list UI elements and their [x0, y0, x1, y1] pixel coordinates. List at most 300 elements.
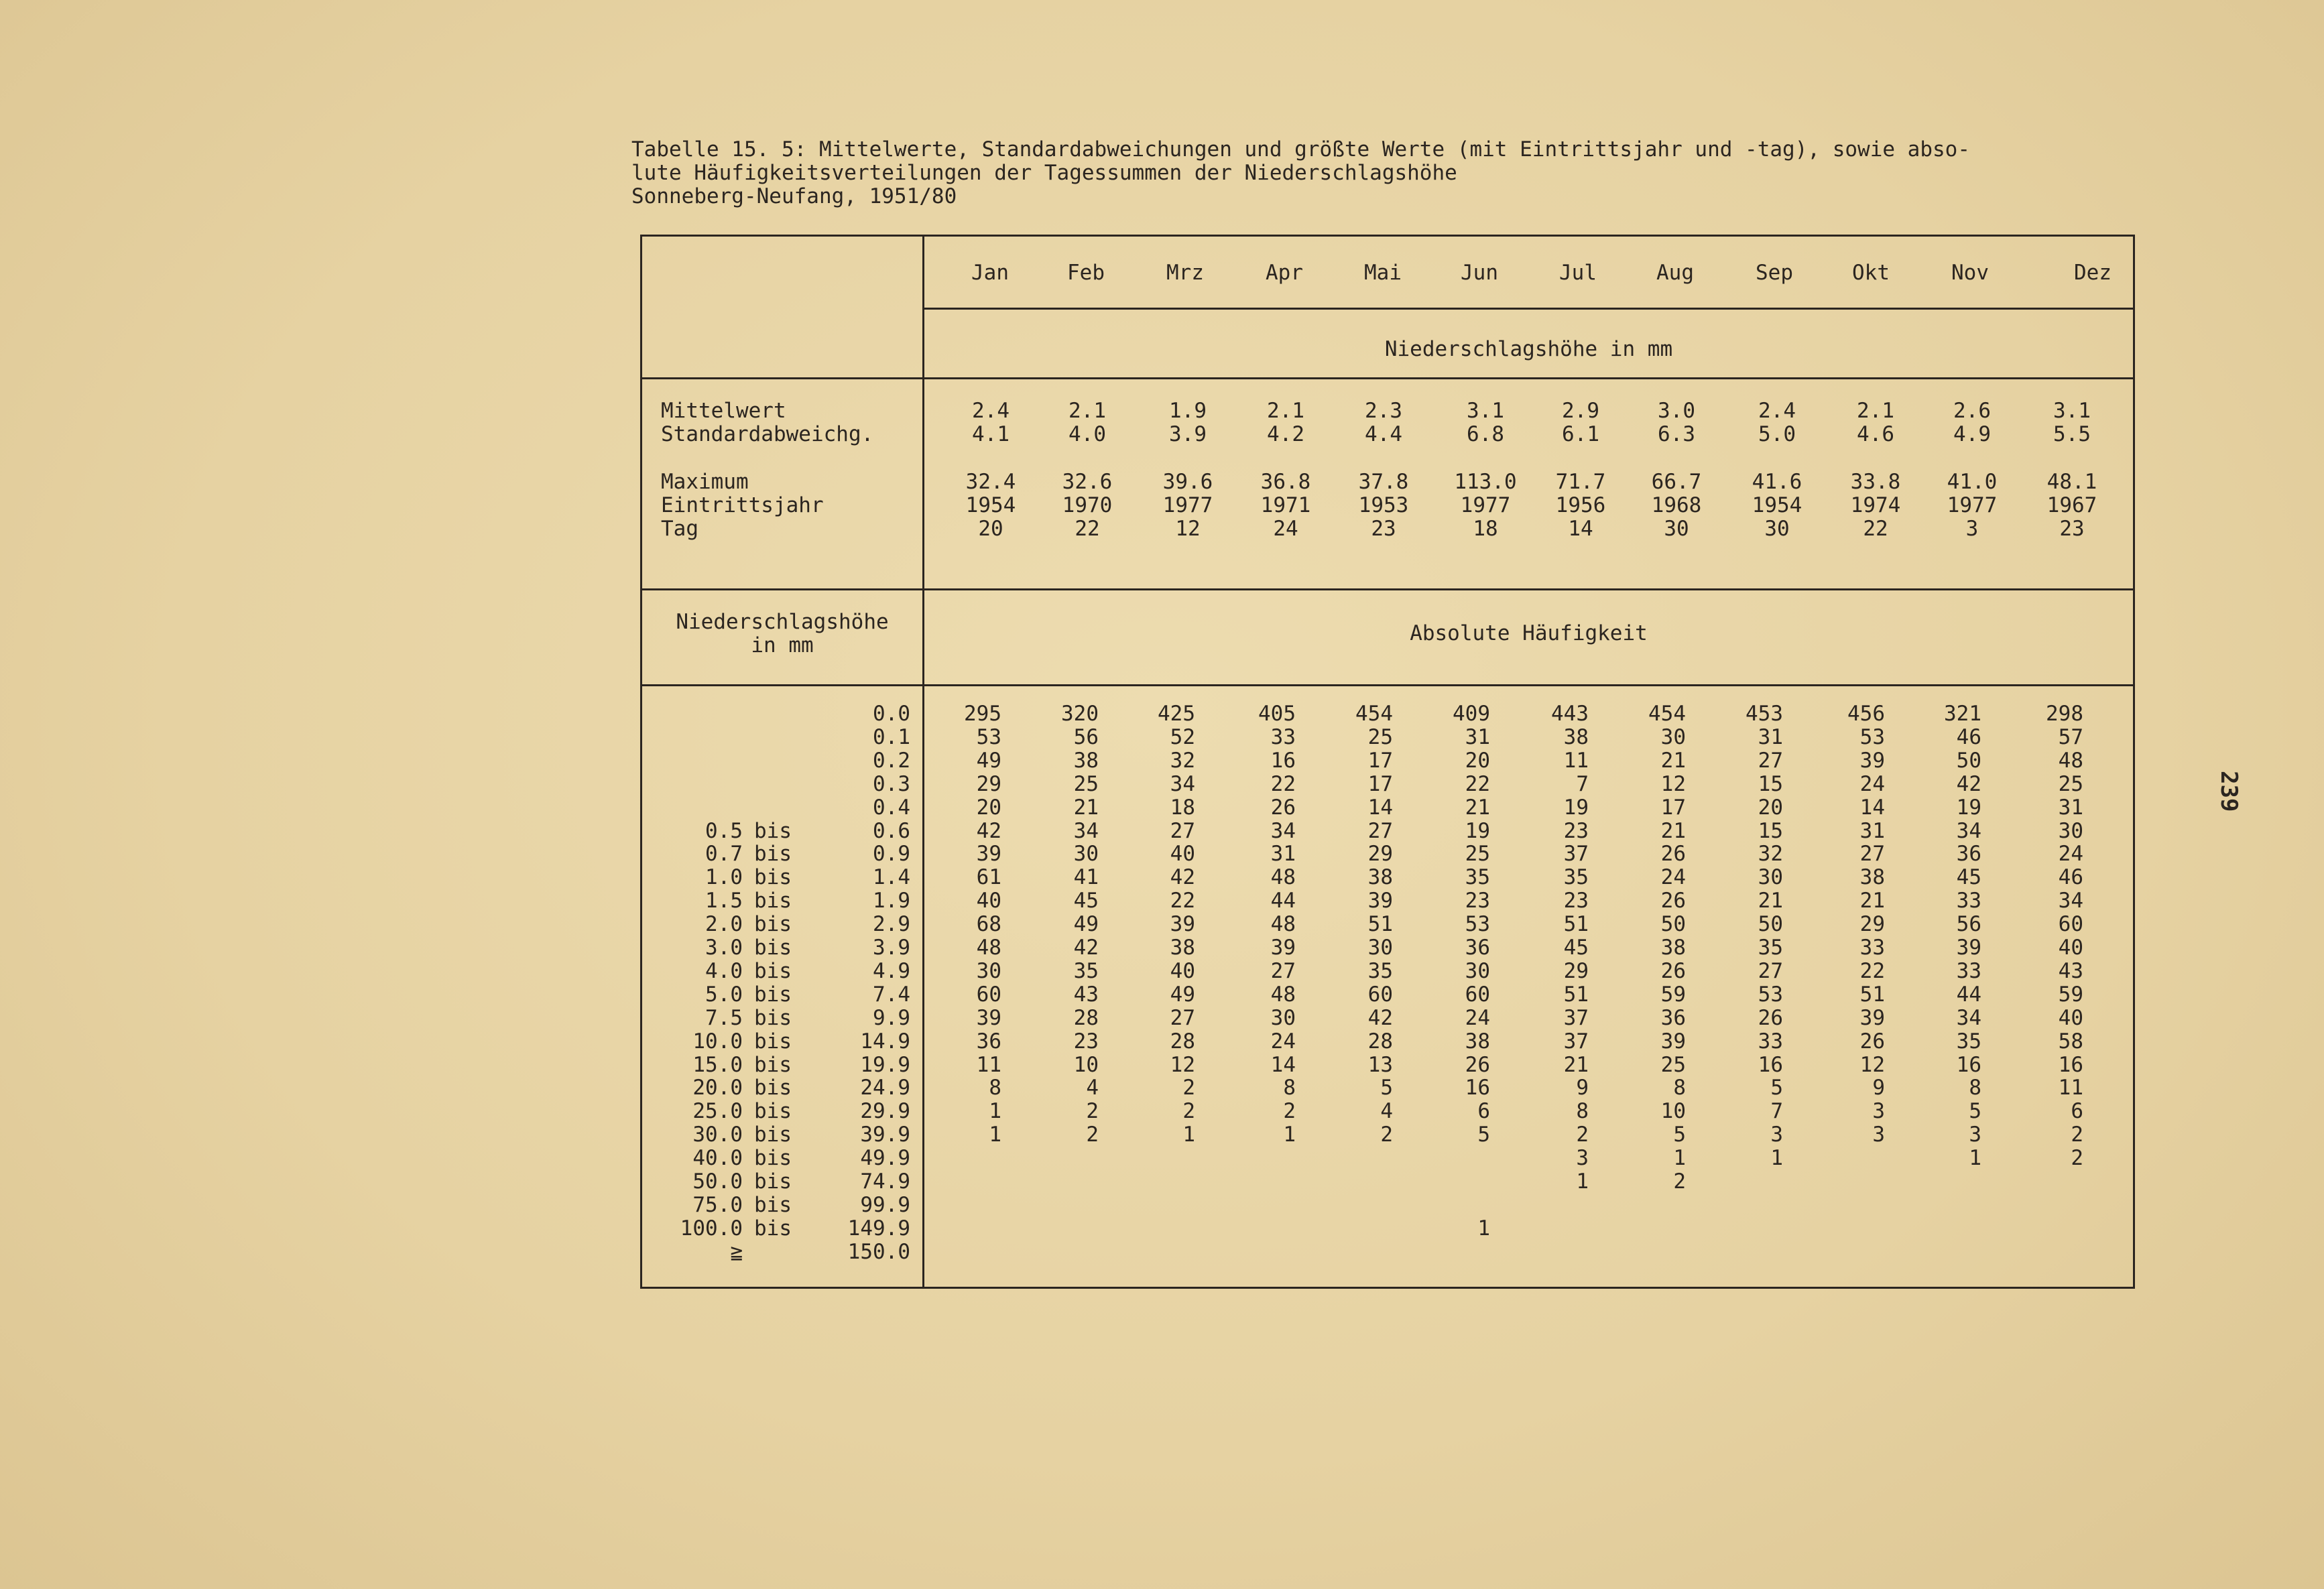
- freq-cell-dez: 6: [2071, 1099, 2083, 1123]
- stat-tag-dez: 23: [2059, 517, 2085, 541]
- stat-tag-feb: 22: [1075, 517, 1100, 541]
- freq-cell-jun: 31: [1465, 725, 1490, 749]
- freq-cell-aug: 24: [1660, 865, 1686, 889]
- stat-maximum-feb: 32.6: [1062, 470, 1113, 494]
- class-to: 0.1: [873, 725, 910, 749]
- freq-cell-feb: 25: [1073, 772, 1099, 796]
- freq-cell-dez: 34: [2058, 889, 2083, 913]
- freq-cell-jan: 8: [989, 1076, 1001, 1100]
- freq-cell-aug: 12: [1660, 772, 1686, 796]
- stat-maximum-jul: 71.7: [1555, 470, 1606, 494]
- freq-cell-jul: 23: [1563, 819, 1589, 843]
- freq-cell-nov: 321: [1944, 702, 1981, 726]
- freq-cell-feb: 34: [1073, 819, 1099, 843]
- class-to: 1.4: [873, 865, 910, 889]
- freq-cell-jun: 19: [1465, 819, 1490, 843]
- freq-cell-aug: 30: [1660, 725, 1686, 749]
- stat-eintrittsjahr-sep: 1954: [1752, 493, 1802, 517]
- freq-cell-okt: 3: [1872, 1099, 1885, 1123]
- stat-tag-jul: 14: [1568, 517, 1593, 541]
- freq-cell-jun: 25: [1465, 842, 1490, 866]
- freq-cell-jun: 22: [1465, 772, 1490, 796]
- freq-cell-jan: 68: [976, 912, 1001, 936]
- freq-cell-apr: 1: [1283, 1123, 1296, 1147]
- freq-cell-sep: 16: [1758, 1053, 1783, 1077]
- class-to: 74.9: [860, 1169, 910, 1194]
- freq-cell-feb: 21: [1073, 796, 1099, 820]
- stat-maximum-jun: 113.0: [1454, 470, 1517, 494]
- freq-cell-nov: 46: [1956, 725, 1981, 749]
- freq-cell-jan: 29: [976, 772, 1001, 796]
- freq-cell-aug: 26: [1660, 959, 1686, 983]
- freq-cell-feb: 43: [1073, 982, 1099, 1007]
- class-from: 20.0: [692, 1076, 743, 1100]
- freq-cell-feb: 4: [1086, 1076, 1099, 1100]
- freq-cell-sep: 30: [1758, 865, 1783, 889]
- stat-eintrittsjahr-mai: 1953: [1358, 493, 1409, 517]
- month-header-jan: Jan: [971, 261, 1009, 285]
- freq-cell-apr: 44: [1270, 889, 1296, 913]
- freq-cell-okt: 26: [1859, 1029, 1885, 1054]
- month-header-aug: Aug: [1656, 261, 1694, 285]
- freq-cell-jan: 49: [976, 749, 1001, 773]
- stat-eintrittsjahr-jun: 1977: [1460, 493, 1511, 517]
- freq-cell-dez: 2: [2071, 1123, 2083, 1147]
- freq-cell-apr: 14: [1270, 1053, 1296, 1077]
- freq-cell-jan: 1: [989, 1123, 1001, 1147]
- freq-cell-dez: 58: [2058, 1029, 2083, 1054]
- freq-cell-mrz: 39: [1170, 912, 1195, 936]
- freq-cell-okt: 31: [1859, 819, 1885, 843]
- freq-cell-mrz: 27: [1170, 819, 1195, 843]
- freq-cell-jul: 8: [1576, 1099, 1589, 1123]
- month-header-jul: Jul: [1559, 261, 1597, 285]
- stat-tag-nov: 3: [1965, 517, 1979, 541]
- class-from: 100.0: [680, 1216, 743, 1241]
- freq-cell-nov: 19: [1956, 796, 1981, 820]
- freq-cell-aug: 21: [1660, 749, 1686, 773]
- freq-cell-dez: 298: [2046, 702, 2083, 726]
- freq-cell-nov: 1: [1969, 1146, 1981, 1170]
- freq-cell-jun: 36: [1465, 936, 1490, 960]
- stat-standardabweichung-dez: 5.5: [2053, 422, 2091, 446]
- freq-cell-sep: 33: [1758, 1029, 1783, 1054]
- freq-cell-jul: 7: [1576, 772, 1589, 796]
- class-bis: bis: [754, 1029, 792, 1054]
- freq-cell-jul: 51: [1563, 982, 1589, 1007]
- freq-cell-aug: 1: [1673, 1146, 1686, 1170]
- freq-cell-nov: 35: [1956, 1029, 1981, 1054]
- freq-cell-dez: 48: [2058, 749, 2083, 773]
- freq-cell-nov: 3: [1969, 1123, 1981, 1147]
- class-to: 0.3: [873, 772, 910, 796]
- stat-standardabweichung-nov: 4.9: [1953, 422, 1991, 446]
- freq-cell-okt: 21: [1859, 889, 1885, 913]
- freq-cell-jun: 5: [1477, 1123, 1490, 1147]
- freq-cell-mai: 28: [1367, 1029, 1393, 1054]
- class-bis: bis: [754, 982, 792, 1007]
- stat-maximum-aug: 66.7: [1651, 470, 1702, 494]
- freq-cell-aug: 26: [1660, 842, 1686, 866]
- freq-cell-jul: 2: [1576, 1123, 1589, 1147]
- freq-cell-apr: 405: [1258, 702, 1296, 726]
- class-bis: bis: [754, 1053, 792, 1077]
- stat-maximum-okt: 33.8: [1850, 470, 1901, 494]
- stat-standardabweichung-jan: 4.1: [972, 422, 1010, 446]
- stat-tag-mrz: 12: [1175, 517, 1201, 541]
- freq-cell-aug: 50: [1660, 912, 1686, 936]
- class-from: 1.0: [705, 865, 743, 889]
- precipitation-table: [640, 235, 2135, 1289]
- class-bis: bis: [754, 1123, 792, 1147]
- class-from: 1.5: [705, 889, 743, 913]
- freq-cell-mrz: 2: [1182, 1099, 1195, 1123]
- stat-standardabweichung-okt: 4.6: [1857, 422, 1894, 446]
- freq-cell-dez: 16: [2058, 1053, 2083, 1077]
- month-header-mai: Mai: [1364, 261, 1402, 285]
- freq-cell-mai: 5: [1380, 1076, 1393, 1100]
- label-maximum: Maximum: [661, 470, 749, 494]
- freq-cell-dez: 46: [2058, 865, 2083, 889]
- freq-cell-aug: 17: [1660, 796, 1686, 820]
- stat-eintrittsjahr-jul: 1956: [1555, 493, 1606, 517]
- freq-cell-okt: 29: [1859, 912, 1885, 936]
- freq-cell-mrz: 22: [1170, 889, 1195, 913]
- freq-cell-jan: 48: [976, 936, 1001, 960]
- freq-cell-apr: 26: [1270, 796, 1296, 820]
- stat-maximum-apr: 36.8: [1260, 470, 1311, 494]
- freq-cell-dez: 60: [2058, 912, 2083, 936]
- stat-mittelwert-nov: 2.6: [1953, 399, 1991, 423]
- month-header-apr: Apr: [1266, 261, 1303, 285]
- freq-cell-sep: 5: [1770, 1076, 1783, 1100]
- month-header-sep: Sep: [1756, 261, 1793, 285]
- stat-tag-sep: 30: [1764, 517, 1790, 541]
- class-from: 75.0: [692, 1193, 743, 1217]
- freq-cell-jan: 60: [976, 982, 1001, 1007]
- freq-cell-okt: 51: [1859, 982, 1885, 1007]
- stat-tag-apr: 24: [1273, 517, 1298, 541]
- freq-cell-apr: 39: [1270, 936, 1296, 960]
- class-bis: bis: [754, 959, 792, 983]
- stat-mittelwert-sep: 2.4: [1758, 399, 1796, 423]
- freq-header-left-line-1: Niederschlagshöhe: [676, 610, 889, 634]
- class-to: 29.9: [860, 1099, 910, 1123]
- stat-mittelwert-jan: 2.4: [972, 399, 1010, 423]
- freq-cell-nov: 56: [1956, 912, 1981, 936]
- stat-standardabweichung-apr: 4.2: [1267, 422, 1304, 446]
- month-header-nov: Nov: [1951, 261, 1989, 285]
- freq-cell-mrz: 32: [1170, 749, 1195, 773]
- caption-line-1: Tabelle 15. 5: Mittelwerte, Standardabweichungen und größte Werte (mit Eintrittsjahr und -tag), sowie abso-: [631, 137, 1971, 162]
- freq-cell-nov: 34: [1956, 1006, 1981, 1030]
- freq-cell-feb: 10: [1073, 1053, 1099, 1077]
- freq-cell-jun: 38: [1465, 1029, 1490, 1054]
- freq-cell-sep: 7: [1770, 1099, 1783, 1123]
- freq-cell-nov: 36: [1956, 842, 1981, 866]
- class-from: 2.0: [705, 912, 743, 936]
- freq-cell-apr: 24: [1270, 1029, 1296, 1054]
- freq-cell-nov: 5: [1969, 1099, 1981, 1123]
- class-bis: bis: [754, 1006, 792, 1030]
- freq-cell-apr: 2: [1283, 1099, 1296, 1123]
- class-from: 40.0: [692, 1146, 743, 1170]
- freq-cell-jun: 409: [1453, 702, 1490, 726]
- freq-cell-sep: 32: [1758, 842, 1783, 866]
- stat-eintrittsjahr-mrz: 1977: [1162, 493, 1213, 517]
- freq-cell-jun: 6: [1477, 1099, 1490, 1123]
- freq-cell-mai: 39: [1367, 889, 1393, 913]
- caption-line-2: lute Häufigkeitsverteilungen der Tagessummen der Niederschlagshöhe: [631, 161, 1457, 185]
- freq-cell-dez: 57: [2058, 725, 2083, 749]
- freq-cell-jun: 24: [1465, 1006, 1490, 1030]
- stat-tag-okt: 22: [1863, 517, 1888, 541]
- freq-cell-apr: 8: [1283, 1076, 1296, 1100]
- freq-cell-jul: 37: [1563, 842, 1589, 866]
- freq-cell-sep: 31: [1758, 725, 1783, 749]
- stat-mittelwert-jun: 3.1: [1467, 399, 1504, 423]
- freq-cell-mrz: 12: [1170, 1053, 1195, 1077]
- class-bis: bis: [754, 819, 792, 843]
- freq-cell-sep: 35: [1758, 936, 1783, 960]
- freq-cell-jan: 40: [976, 889, 1001, 913]
- class-from: 15.0: [692, 1053, 743, 1077]
- freq-cell-apr: 30: [1270, 1006, 1296, 1030]
- freq-cell-apr: 16: [1270, 749, 1296, 773]
- table-caption: [631, 138, 1970, 208]
- stat-eintrittsjahr-okt: 1974: [1850, 493, 1901, 517]
- freq-cell-jun: 1: [1477, 1216, 1490, 1241]
- freq-cell-aug: 59: [1660, 982, 1686, 1007]
- freq-cell-aug: 5: [1673, 1123, 1686, 1147]
- freq-cell-mai: 17: [1367, 749, 1393, 773]
- stat-mittelwert-apr: 2.1: [1267, 399, 1304, 423]
- class-to: 14.9: [860, 1029, 910, 1054]
- freq-cell-jul: 37: [1563, 1029, 1589, 1054]
- freq-cell-jan: 20: [976, 796, 1001, 820]
- freq-cell-jul: 35: [1563, 865, 1589, 889]
- freq-cell-dez: 59: [2058, 982, 2083, 1007]
- freq-cell-mrz: 2: [1182, 1076, 1195, 1100]
- class-to: 149.9: [847, 1216, 910, 1241]
- stat-mittelwert-dez: 3.1: [2053, 399, 2091, 423]
- freq-cell-feb: 38: [1073, 749, 1099, 773]
- freq-cell-aug: 21: [1660, 819, 1686, 843]
- stat-tag-jun: 18: [1473, 517, 1498, 541]
- stat-mittelwert-jul: 2.9: [1562, 399, 1599, 423]
- stat-standardabweichung-feb: 4.0: [1068, 422, 1106, 446]
- stat-standardabweichung-mrz: 3.9: [1169, 422, 1207, 446]
- freq-cell-mai: 29: [1367, 842, 1393, 866]
- class-bis: bis: [754, 842, 792, 866]
- class-to: 24.9: [860, 1076, 910, 1100]
- freq-cell-feb: 42: [1073, 936, 1099, 960]
- freq-cell-aug: 36: [1660, 1006, 1686, 1030]
- freq-cell-mai: 17: [1367, 772, 1393, 796]
- freq-cell-nov: 8: [1969, 1076, 1981, 1100]
- freq-cell-jul: 51: [1563, 912, 1589, 936]
- freq-cell-mrz: 28: [1170, 1029, 1195, 1054]
- class-from: 5.0: [705, 982, 743, 1007]
- freq-cell-jun: 53: [1465, 912, 1490, 936]
- freq-cell-okt: 3: [1872, 1123, 1885, 1147]
- freq-cell-sep: 27: [1758, 749, 1783, 773]
- freq-cell-jul: 3: [1576, 1146, 1589, 1170]
- class-to: 150.0: [847, 1240, 910, 1264]
- freq-cell-mai: 38: [1367, 865, 1393, 889]
- freq-cell-feb: 49: [1073, 912, 1099, 936]
- freq-cell-jan: 61: [976, 865, 1001, 889]
- stat-eintrittsjahr-feb: 1970: [1062, 493, 1113, 517]
- freq-cell-aug: 38: [1660, 936, 1686, 960]
- freq-cell-apr: 48: [1270, 865, 1296, 889]
- freq-cell-feb: 2: [1086, 1099, 1099, 1123]
- freq-cell-dez: 40: [2058, 1006, 2083, 1030]
- freq-cell-okt: 27: [1859, 842, 1885, 866]
- freq-cell-jul: 38: [1563, 725, 1589, 749]
- stat-standardabweichung-sep: 5.0: [1758, 422, 1796, 446]
- freq-cell-dez: 2: [2071, 1146, 2083, 1170]
- class-from: ≧: [730, 1240, 743, 1264]
- freq-cell-sep: 27: [1758, 959, 1783, 983]
- stat-tag-aug: 30: [1664, 517, 1689, 541]
- freq-cell-jun: 26: [1465, 1053, 1490, 1077]
- class-to: 0.2: [873, 749, 910, 773]
- label-tag: Tag: [661, 517, 698, 541]
- freq-cell-sep: 453: [1746, 702, 1783, 726]
- class-to: 19.9: [860, 1053, 910, 1077]
- freq-cell-dez: 31: [2058, 796, 2083, 820]
- freq-cell-sep: 15: [1758, 819, 1783, 843]
- class-to: 3.9: [873, 936, 910, 960]
- freq-cell-jan: 11: [976, 1053, 1001, 1077]
- label-mittelwert: Mittelwert: [661, 399, 786, 423]
- freq-cell-feb: 23: [1073, 1029, 1099, 1054]
- stat-standardabweichung-aug: 6.3: [1658, 422, 1695, 446]
- freq-cell-sep: 20: [1758, 796, 1783, 820]
- freq-cell-jan: 39: [976, 842, 1001, 866]
- freq-cell-nov: 33: [1956, 959, 1981, 983]
- freq-cell-jan: 30: [976, 959, 1001, 983]
- freq-cell-sep: 53: [1758, 982, 1783, 1007]
- class-from: 3.0: [705, 936, 743, 960]
- freq-cell-sep: 3: [1770, 1123, 1783, 1147]
- stat-maximum-nov: 41.0: [1947, 470, 1998, 494]
- freq-header-divider: [642, 684, 2133, 686]
- freq-cell-mai: 25: [1367, 725, 1393, 749]
- freq-cell-okt: 9: [1872, 1076, 1885, 1100]
- month-header-jun: Jun: [1461, 261, 1498, 285]
- freq-cell-sep: 21: [1758, 889, 1783, 913]
- class-bis: bis: [754, 1216, 792, 1241]
- class-bis: bis: [754, 889, 792, 913]
- class-to: 0.6: [873, 819, 910, 843]
- freq-cell-mrz: 34: [1170, 772, 1195, 796]
- freq-cell-jul: 37: [1563, 1006, 1589, 1030]
- freq-cell-sep: 50: [1758, 912, 1783, 936]
- stat-tag-jan: 20: [978, 517, 1003, 541]
- stats-top-divider: [642, 377, 2133, 379]
- freq-cell-okt: 33: [1859, 936, 1885, 960]
- freq-cell-okt: 456: [1847, 702, 1885, 726]
- class-from: 4.0: [705, 959, 743, 983]
- freq-cell-nov: 16: [1956, 1053, 1981, 1077]
- freq-cell-feb: 30: [1073, 842, 1099, 866]
- freq-cell-jul: 1: [1576, 1169, 1589, 1194]
- class-to: 0.9: [873, 842, 910, 866]
- stat-maximum-jan: 32.4: [965, 470, 1016, 494]
- class-to: 99.9: [860, 1193, 910, 1217]
- stat-eintrittsjahr-jan: 1954: [965, 493, 1016, 517]
- freq-cell-nov: 34: [1956, 819, 1981, 843]
- stat-tag-mai: 23: [1371, 517, 1396, 541]
- stat-standardabweichung-mai: 4.4: [1365, 422, 1402, 446]
- freq-cell-mrz: 40: [1170, 842, 1195, 866]
- freq-cell-mai: 2: [1380, 1123, 1393, 1147]
- stat-eintrittsjahr-aug: 1968: [1651, 493, 1702, 517]
- freq-cell-jul: 45: [1563, 936, 1589, 960]
- stat-maximum-sep: 41.6: [1752, 470, 1802, 494]
- freq-cell-feb: 45: [1073, 889, 1099, 913]
- freq-cell-aug: 10: [1660, 1099, 1686, 1123]
- page-number: 239: [2215, 771, 2242, 812]
- class-bis: bis: [754, 912, 792, 936]
- class-bis: bis: [754, 1146, 792, 1170]
- class-from: 25.0: [692, 1099, 743, 1123]
- freq-cell-mai: 27: [1367, 819, 1393, 843]
- stat-maximum-mai: 37.8: [1358, 470, 1409, 494]
- freq-cell-nov: 39: [1956, 936, 1981, 960]
- freq-cell-nov: 33: [1956, 889, 1981, 913]
- freq-cell-mai: 42: [1367, 1006, 1393, 1030]
- class-to: 39.9: [860, 1123, 910, 1147]
- freq-cell-mai: 60: [1367, 982, 1393, 1007]
- month-header-dez: Dez: [2074, 261, 2112, 285]
- freq-cell-okt: 24: [1859, 772, 1885, 796]
- class-from: 0.5: [705, 819, 743, 843]
- stat-maximum-mrz: 39.6: [1162, 470, 1213, 494]
- month-header-okt: Okt: [1852, 261, 1890, 285]
- freq-cell-feb: 320: [1061, 702, 1099, 726]
- freq-cell-aug: 25: [1660, 1053, 1686, 1077]
- class-to: 0.4: [873, 796, 910, 820]
- class-from: 0.7: [705, 842, 743, 866]
- freq-cell-dez: 25: [2058, 772, 2083, 796]
- freq-cell-jun: 30: [1465, 959, 1490, 983]
- class-to: 0.0: [873, 702, 910, 726]
- freq-cell-mai: 51: [1367, 912, 1393, 936]
- freq-cell-dez: 40: [2058, 936, 2083, 960]
- freq-cell-apr: 48: [1270, 912, 1296, 936]
- class-bis: bis: [754, 865, 792, 889]
- header-divider: [922, 308, 2133, 310]
- class-bis: bis: [754, 1076, 792, 1100]
- freq-cell-okt: 14: [1859, 796, 1885, 820]
- stat-standardabweichung-jul: 6.1: [1562, 422, 1599, 446]
- class-from: 7.5: [705, 1006, 743, 1030]
- freq-cell-feb: 56: [1073, 725, 1099, 749]
- freq-cell-apr: 22: [1270, 772, 1296, 796]
- class-to: 9.9: [873, 1006, 910, 1030]
- freq-cell-dez: 43: [2058, 959, 2083, 983]
- freq-cell-okt: 22: [1859, 959, 1885, 983]
- freq-cell-nov: 44: [1956, 982, 1981, 1007]
- freq-cell-jan: 295: [964, 702, 1001, 726]
- column-divider: [922, 237, 924, 1287]
- freq-cell-sep: 1: [1770, 1146, 1783, 1170]
- freq-cell-mrz: 1: [1182, 1123, 1195, 1147]
- freq-cell-jul: 29: [1563, 959, 1589, 983]
